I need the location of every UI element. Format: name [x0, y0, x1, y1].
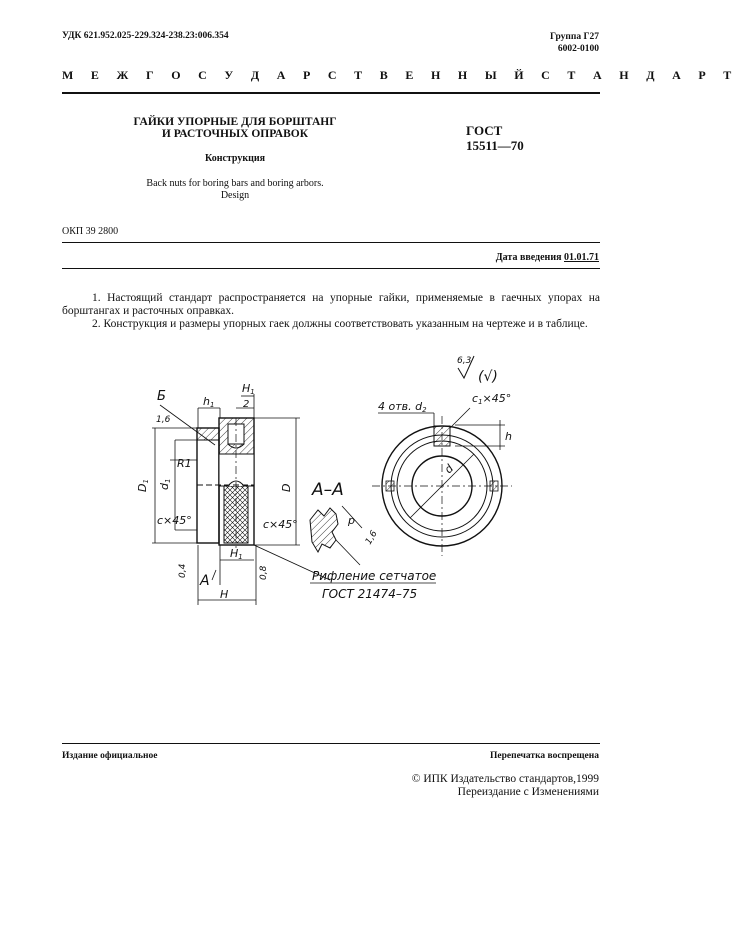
introduction-date	[496, 252, 599, 263]
holes-label: 4 отв. d2	[378, 400, 427, 414]
dim-0-8: 0,8	[259, 565, 269, 580]
date-label: Дата введения	[495, 252, 564, 263]
interstate-standard-heading: М Е Ж Г О С У Д А Р С Т В Е Н Н Ы Й С Т А Н Д А Р Т	[62, 68, 739, 82]
group-code	[550, 31, 599, 55]
gost-number: 15511—70	[466, 138, 524, 153]
label-half-h1: H1	[242, 382, 255, 396]
reissue-line: Переиздание с Изменениями	[457, 786, 599, 798]
official-edition: Издание официальное	[62, 751, 158, 761]
label-p: p	[348, 514, 355, 527]
chamfer-c1: c1×45°	[472, 392, 512, 406]
roughness-check: (√)	[478, 369, 498, 385]
top-divider	[62, 92, 600, 94]
chamfer-right: c×45°	[263, 518, 298, 531]
mid-divider	[62, 242, 600, 243]
udk-code: УДК 621.952.025-229.324-238.23:006.354	[62, 31, 229, 41]
knurl-note-2: ГОСТ 21474–75	[322, 587, 418, 601]
classification-code: 6002-0100	[557, 44, 599, 54]
label-h1: h1	[203, 395, 215, 409]
paragraph-1: 1. Настоящий стандарт распространяется на упорные гайки, применяемые в гаечных упорах на борштангах и расточных оправках.	[62, 292, 600, 317]
label-b: Б	[157, 389, 166, 404]
paragraph-2: 2. Конструкция и размеры упорных гаек должны соответствовать указанным на чертеже и в таблице.	[92, 318, 588, 330]
label-r1: R1	[177, 457, 192, 470]
front-view	[372, 416, 512, 556]
subtitle-construction: Конструкция	[204, 153, 266, 164]
copyright-block	[412, 773, 599, 799]
date-divider	[62, 268, 600, 269]
date-value: 01.01.71	[564, 252, 599, 263]
copyright-line: © ИПК Издательство стандартов,1999	[411, 773, 599, 785]
label-h: h	[505, 430, 512, 443]
gost-label: ГОСТ	[466, 123, 503, 138]
document-title-ru	[100, 116, 370, 140]
label-H: H	[220, 588, 229, 601]
okp-code: ОКП 39 2800	[62, 226, 119, 237]
side-view	[197, 418, 254, 548]
roughness-1-6: 1,6	[156, 415, 171, 425]
group-label: Группа Г27	[550, 32, 599, 42]
document-title-en	[100, 178, 370, 202]
chamfer-left: c×45°	[157, 514, 192, 527]
title-en-line-1: Back nuts for boring bars and boring arbors.	[146, 178, 324, 189]
section-mark-a: А	[200, 573, 210, 589]
label-d1-upper: D1	[136, 479, 150, 492]
label-d1-lower: d1	[158, 478, 172, 490]
knurl-note-1: Рифление сетчатое	[312, 569, 437, 583]
label-H1: H1	[230, 547, 243, 561]
label-d-big: D	[280, 483, 293, 492]
technical-drawing	[62, 345, 602, 620]
reprint-prohibited: Перепечатка воспрещена	[489, 751, 599, 761]
bottom-divider	[62, 743, 600, 744]
gost-designation	[466, 123, 524, 153]
section-label-aa: А–А	[312, 480, 344, 500]
roughness-6-3: 6,3	[457, 356, 472, 366]
roughness-1-6b: 1,6	[363, 529, 380, 547]
title-line-2: И РАСТОЧНЫХ ОПРАВОК	[161, 128, 309, 140]
title-line-1: ГАЙКИ УПОРНЫЕ ДЛЯ БОРШТАНГ	[133, 116, 337, 128]
title-en-line-2: Design	[220, 190, 250, 201]
label-half-h1-den: 2	[243, 399, 250, 410]
label-d: d	[441, 461, 457, 477]
dim-0-4: 0,4	[178, 563, 188, 578]
